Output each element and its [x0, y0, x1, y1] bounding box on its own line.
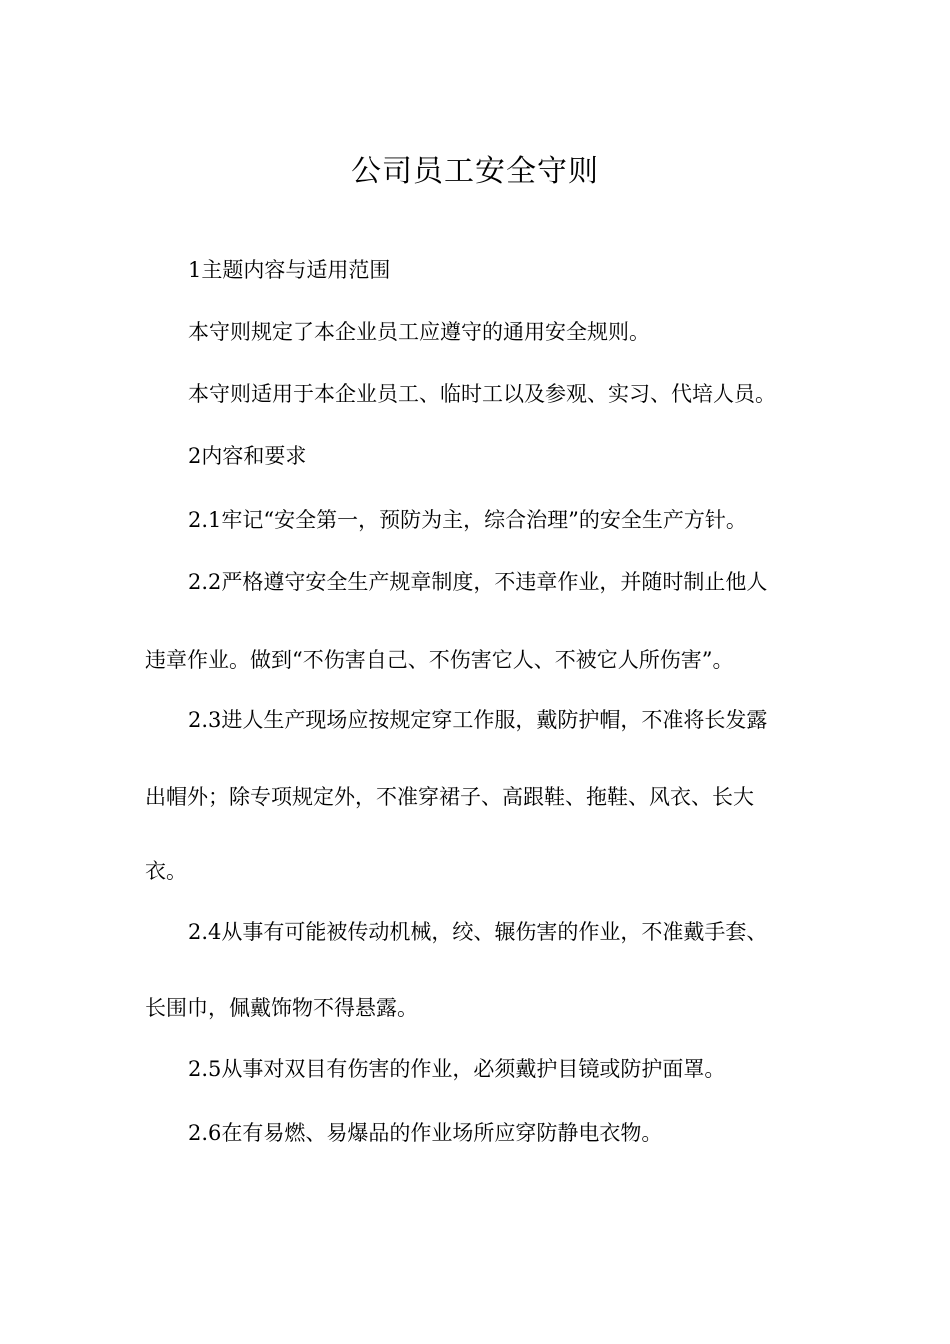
- section-heading-2: 2内容和要求: [188, 444, 307, 468]
- paragraph-line: 2.2严格遵守安全生产规章制度，不违章作业，并随时制止他人: [188, 570, 768, 594]
- paragraph-line: 2.6在有易燃、易爆品的作业场所应穿防静电衣物。: [188, 1121, 663, 1145]
- document-title: 公司员工安全守则: [351, 154, 599, 189]
- section-heading-1: 1主题内容与适用范围: [188, 258, 391, 282]
- paragraph-line: 2.4从事有可能被传动机械，绞、辗伤害的作业，不准戴手套、: [188, 920, 768, 944]
- paragraph-line: 违章作业。做到“不伤害自己、不伤害它人、不被它人所伤害”。: [145, 648, 734, 672]
- paragraph-line: 本守则适用于本企业员工、临时工以及参观、实习、代培人员。: [188, 382, 776, 406]
- paragraph-line: 衣。: [145, 859, 187, 883]
- paragraph-line: 2.1牢记“安全第一，预防为主，综合治理”的安全生产方针。: [188, 508, 747, 532]
- paragraph-line: 2.5从事对双目有伤害的作业，必须戴护目镜或防护面罩。: [188, 1057, 726, 1081]
- paragraph-line: 长围巾，佩戴饰物不得悬露。: [145, 996, 418, 1020]
- paragraph-line: 出帽外；除专项规定外，不准穿裙子、高跟鞋、拖鞋、风衣、长大: [145, 785, 754, 809]
- paragraph-line: 2.3进人生产现场应按规定穿工作服，戴防护帽，不准将长发露: [188, 708, 768, 732]
- paragraph-line: 本守则规定了本企业员工应遵守的通用安全规则。: [188, 320, 650, 344]
